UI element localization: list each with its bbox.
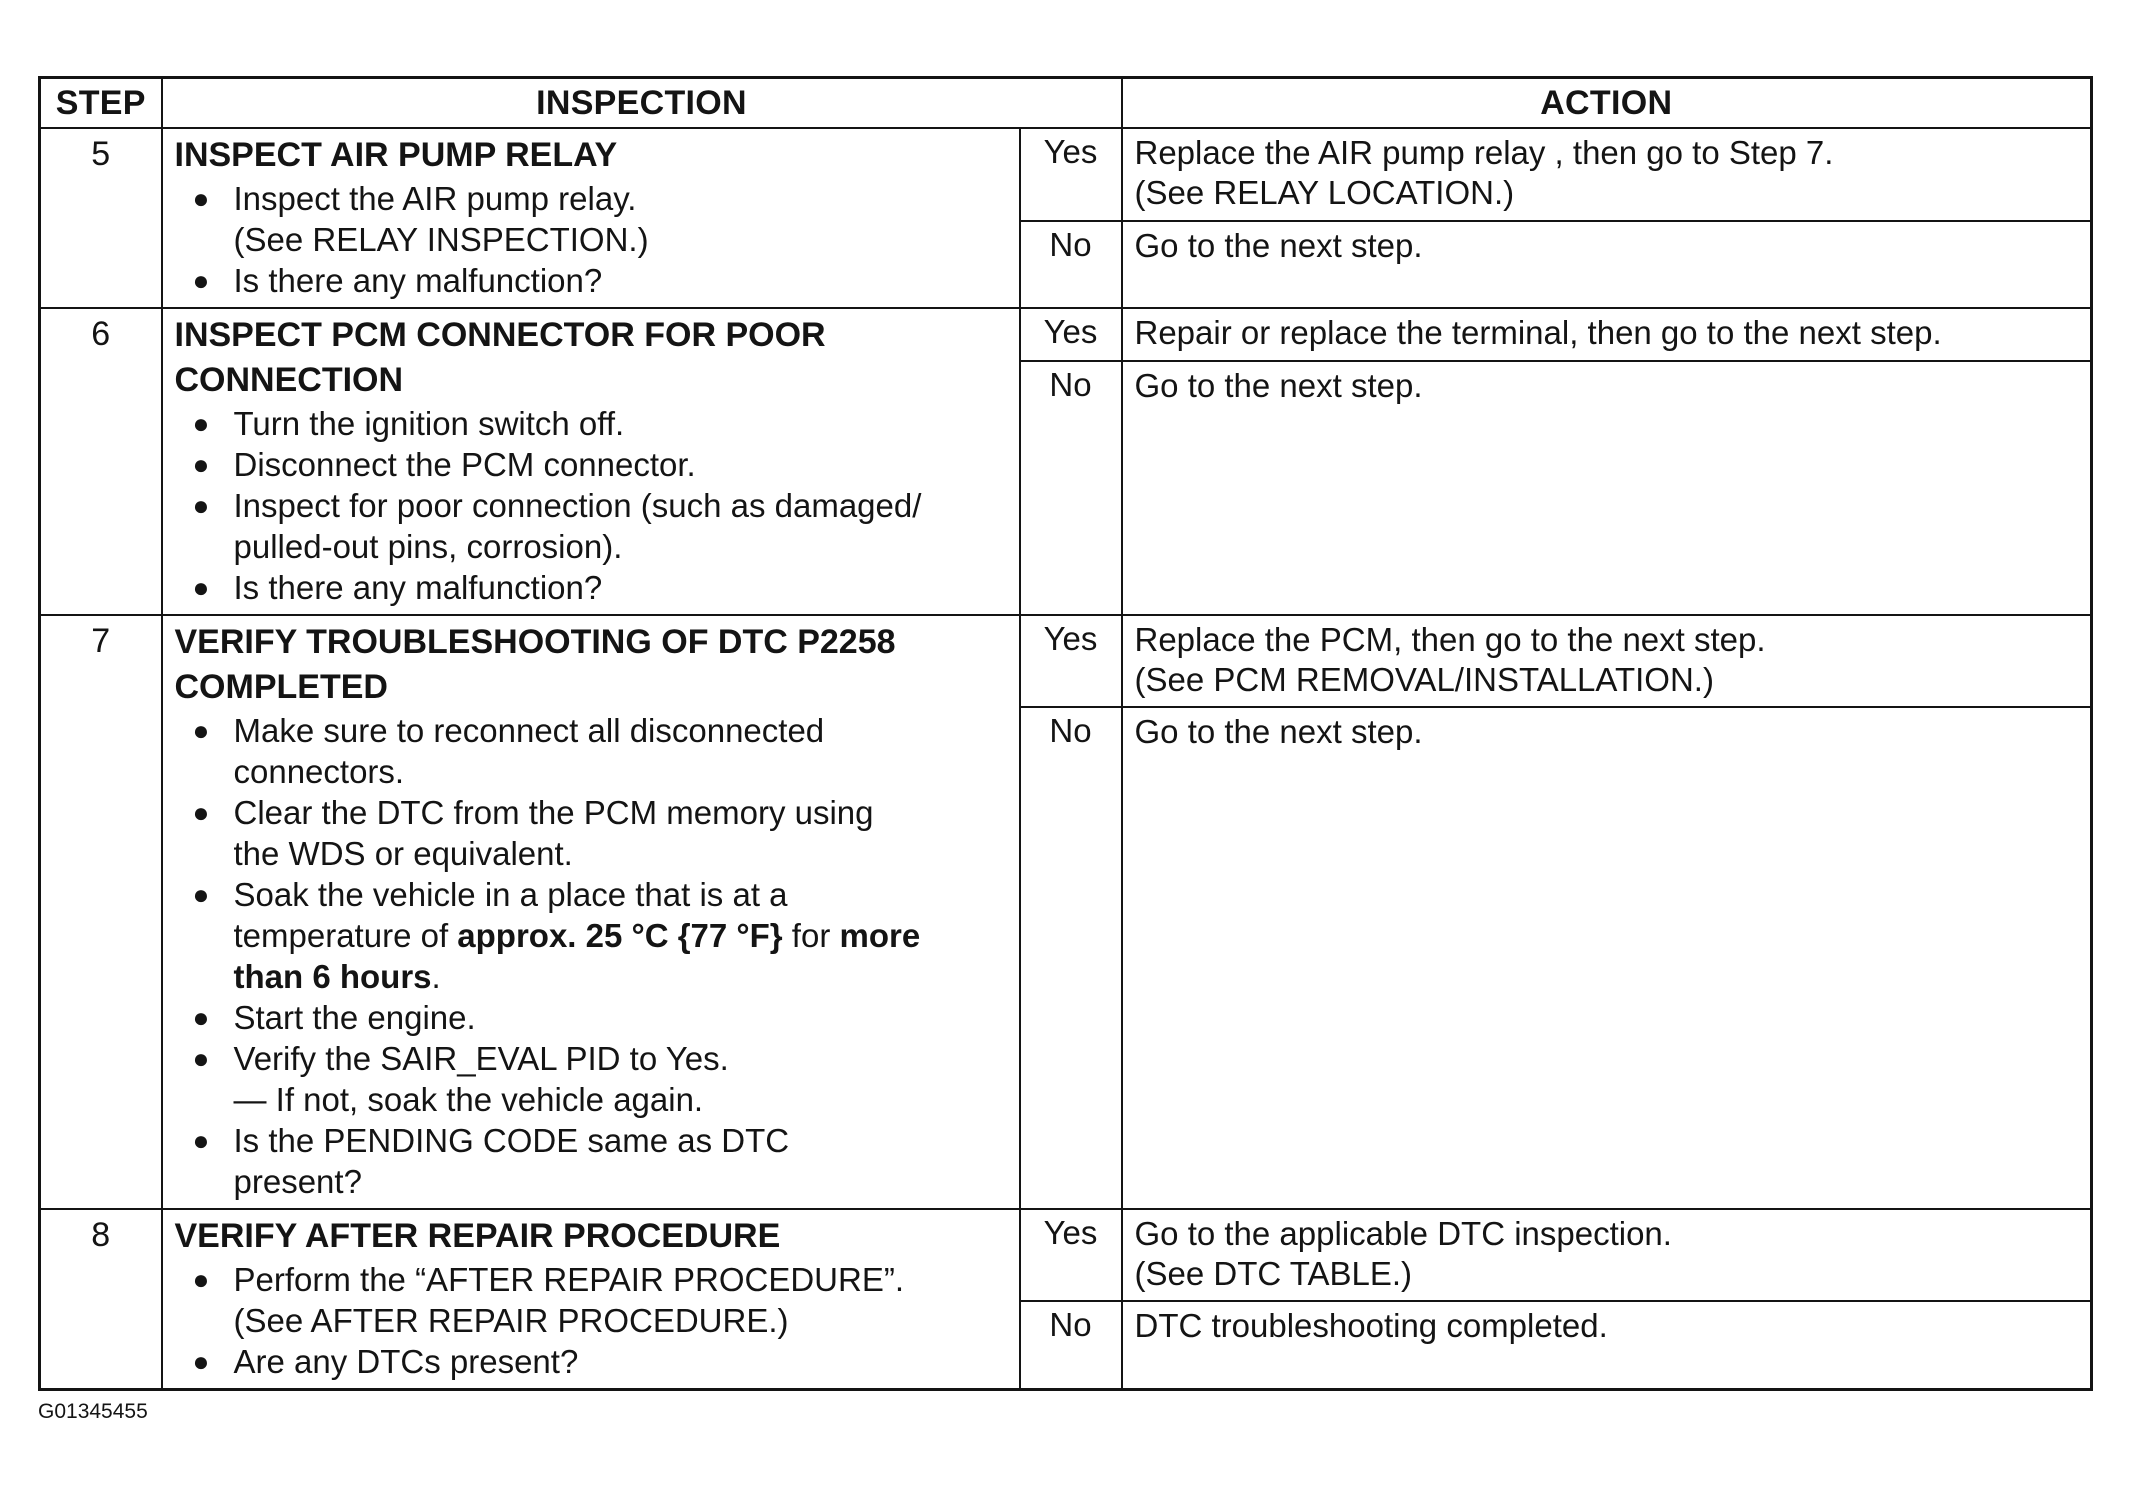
inspection-step	[175, 567, 1009, 608]
no-label: No	[1020, 707, 1122, 1209]
bullet-icon: ●	[192, 572, 210, 603]
inspection-title	[175, 133, 1009, 178]
yes-action	[1122, 128, 2092, 221]
no-label: No	[1020, 1301, 1122, 1389]
bullet-icon: ●	[192, 1125, 210, 1156]
bullet-icon: ●	[192, 797, 210, 828]
inspection-title-line: INSPECT PCM CONNECTOR FOR POOR	[174, 316, 826, 354]
inspection-step-line: Is there any malfunction?	[233, 569, 603, 606]
bullet-icon: ●	[192, 1264, 210, 1295]
inspection-title-line: CONNECTION	[174, 361, 404, 399]
inspection-step-line: (See AFTER REPAIR PROCEDURE.)	[233, 1302, 789, 1339]
step-row	[40, 308, 2092, 361]
action-header: ACTION	[1122, 78, 2092, 129]
step-number: 5	[40, 128, 162, 308]
inspection-step	[175, 1341, 1009, 1382]
yes-action	[1122, 308, 2092, 361]
bullet-icon: ●	[192, 449, 210, 480]
action-line: Go to the next step.	[1134, 227, 1423, 265]
bullet-icon: ●	[192, 1346, 210, 1377]
inspection-step-line: pulled-out pins, corrosion).	[233, 528, 623, 565]
inspection-cell	[162, 615, 1020, 1209]
inspection-cell	[162, 128, 1020, 308]
table-body	[40, 128, 2092, 1390]
no-action	[1122, 221, 2092, 308]
step-number: 8	[40, 1209, 162, 1390]
bullet-icon: ●	[192, 1002, 210, 1033]
action-line: (See PCM REMOVAL/INSTALLATION.)	[1134, 661, 1714, 698]
inspection-step-line: (See RELAY INSPECTION.)	[233, 221, 649, 258]
inspection-step-line: Are any DTCs present?	[233, 1343, 579, 1380]
step-number: 6	[40, 308, 162, 615]
inspection-step-line: Inspect the AIR pump relay.	[233, 180, 637, 217]
inspection-step-line: Is there any malfunction?	[233, 262, 603, 299]
inspection-step-line: Turn the ignition switch off.	[233, 405, 625, 442]
action-line: Replace the PCM, then go to the next step.	[1134, 621, 1766, 658]
no-action	[1122, 707, 2092, 1209]
no-action	[1122, 1301, 2092, 1389]
inspection-step-line: Perform the “AFTER REPAIR PROCEDURE”.	[233, 1261, 904, 1298]
inspection-title	[175, 313, 1009, 403]
action-line: Go to the next step.	[1134, 713, 1423, 751]
action-line: Replace the AIR pump relay , then go to Step 7.	[1134, 134, 1834, 171]
inspection-step	[175, 178, 1009, 260]
step-row	[40, 615, 2092, 707]
action-line: Go to the next step.	[1134, 367, 1423, 405]
no-action	[1122, 361, 2092, 615]
inspection-step-line: than 6 hours.	[233, 958, 441, 995]
inspection-step-line: Start the engine.	[233, 999, 476, 1036]
yes-action	[1122, 615, 2092, 707]
inspection-step-line: Is the PENDING CODE same as DTC	[233, 1122, 790, 1159]
inspection-step	[175, 444, 1009, 485]
figure-id: G01345455	[38, 1400, 148, 1423]
inspection-step	[175, 1259, 1009, 1341]
action-line: Go to the applicable DTC inspection.	[1134, 1215, 1672, 1252]
inspection-step	[175, 403, 1009, 444]
action-line: Repair or replace the terminal, then go to the next step.	[1134, 314, 1942, 351]
inspection-step-line: connectors.	[233, 753, 405, 790]
action-line: (See RELAY LOCATION.)	[1134, 174, 1515, 211]
inspection-title-line: COMPLETED	[174, 668, 388, 706]
no-label: No	[1020, 361, 1122, 615]
inspection-step	[175, 485, 1009, 567]
inspection-title-line: INSPECT AIR PUMP RELAY	[174, 136, 618, 174]
bullet-icon: ●	[192, 1043, 210, 1074]
bullet-icon: ●	[192, 265, 210, 296]
yes-action	[1122, 1209, 2092, 1301]
inspection-step-line: Clear the DTC from the PCM memory using	[233, 794, 874, 831]
bullet-icon: ●	[192, 715, 210, 746]
bullet-icon: ●	[192, 183, 210, 214]
inspection-step-line: the WDS or equivalent.	[233, 835, 573, 872]
bullet-icon: ●	[192, 408, 210, 439]
inspection-step	[175, 874, 1009, 997]
inspection-step-line: Disconnect the PCM connector.	[233, 446, 696, 483]
inspection-step-line: — If not, soak the vehicle again.	[233, 1081, 704, 1118]
inspection-steps	[175, 710, 1009, 1202]
step-row	[40, 128, 2092, 221]
bullet-icon: ●	[192, 879, 210, 910]
inspection-step-line: present?	[233, 1163, 362, 1200]
inspection-steps	[175, 178, 1009, 301]
yes-label: Yes	[1020, 615, 1122, 707]
inspection-step-line: Inspect for poor connection (such as damaged/	[233, 487, 922, 524]
inspection-cell	[162, 1209, 1020, 1390]
inspection-steps	[175, 403, 1009, 608]
yes-label: Yes	[1020, 308, 1122, 361]
inspection-step	[175, 997, 1009, 1038]
no-label: No	[1020, 221, 1122, 308]
yes-label: Yes	[1020, 1209, 1122, 1301]
inspection-steps	[175, 1259, 1009, 1382]
header-row	[40, 78, 2092, 129]
inspection-step	[175, 260, 1009, 301]
inspection-step-line: temperature of approx. 25 °C {77 °F} for more	[233, 917, 921, 954]
troubleshooting-table	[38, 76, 2093, 1391]
inspection-step	[175, 1038, 1009, 1120]
inspection-title	[175, 1214, 1009, 1259]
inspection-title-line: VERIFY TROUBLESHOOTING OF DTC P2258	[174, 623, 896, 661]
inspection-header: INSPECTION	[162, 78, 1122, 129]
inspection-step	[175, 792, 1009, 874]
action-line: (See DTC TABLE.)	[1134, 1255, 1413, 1292]
inspection-step-line: Verify the SAIR_EVAL PID to Yes.	[233, 1040, 729, 1077]
inspection-title-line: VERIFY AFTER REPAIR PROCEDURE	[174, 1217, 781, 1255]
inspection-cell	[162, 308, 1020, 615]
inspection-step-line: Make sure to reconnect all disconnected	[233, 712, 825, 749]
step-number: 7	[40, 615, 162, 1209]
step-row	[40, 1209, 2092, 1301]
yes-label: Yes	[1020, 128, 1122, 221]
inspection-step	[175, 710, 1009, 792]
inspection-step	[175, 1120, 1009, 1202]
inspection-title	[175, 620, 1009, 710]
bullet-icon: ●	[192, 490, 210, 521]
action-line: DTC troubleshooting completed.	[1134, 1307, 1608, 1345]
step-header: STEP	[40, 78, 162, 129]
inspection-step-line: Soak the vehicle in a place that is at a	[233, 876, 788, 913]
